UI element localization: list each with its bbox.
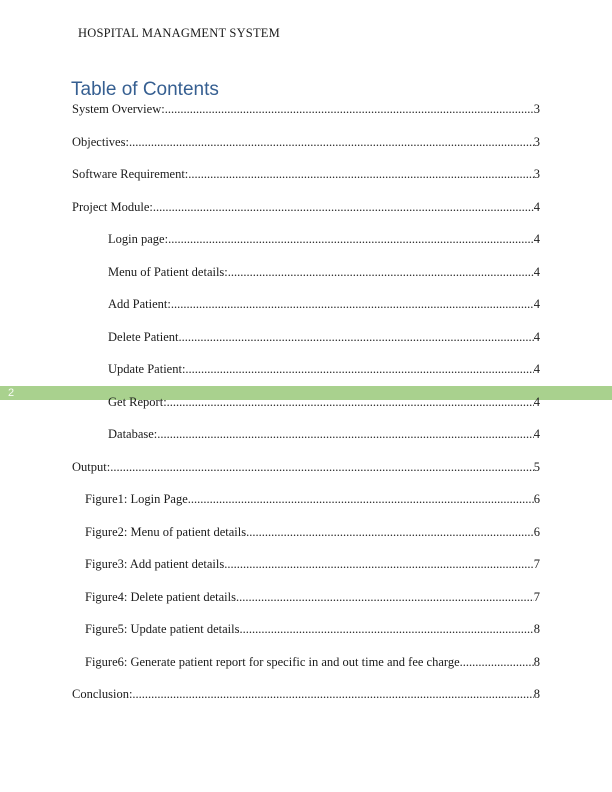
toc-entry-page-number: 3 [533,102,540,116]
dot-leader [460,654,534,670]
toc-entry-page-number: 4 [533,394,540,409]
dot-leader [185,361,533,377]
toc-entry [72,686,540,702]
toc-entry [72,101,540,117]
toc-entry-page-number: 4 [533,362,540,376]
toc-entry [108,329,540,345]
dot-leader [228,264,534,280]
toc-entry [72,199,540,215]
toc-entry-page-number: 3 [533,134,540,149]
toc-entry-page-number: 6 [533,524,540,539]
toc-entry [85,589,540,605]
toc-entry [108,361,540,377]
toc-entry-label: Software Requirement: [72,167,189,181]
toc-entry [85,491,540,507]
dot-leader [153,199,534,215]
toc-entry-page-number: 8 [533,687,540,701]
toc-entry [72,134,540,150]
toc-entry-label: Database: [108,427,158,441]
dot-leader [167,394,534,410]
toc-entry-label: Figure5: Update patient details [85,622,240,636]
dot-leader [178,329,533,345]
toc-entry-label: Figure1: Login Page [85,492,188,506]
toc-title: Table of Contents [71,79,219,100]
toc-entry-label: Figure2: Menu of patient details [85,524,247,539]
dot-leader [157,426,533,442]
dot-leader [239,621,533,637]
toc-entry [108,264,540,280]
toc-entry-label: Update Patient: [108,362,186,376]
toc-entry-label: System Overview: [72,102,165,116]
toc-entry-page-number: 4 [533,329,540,344]
toc-entry [108,231,540,247]
document-header-title: HOSPITAL MANAGMENT SYSTEM [78,26,280,40]
toc-entry [85,654,540,670]
toc-entry-label: Figure4: Delete patient details [85,589,236,604]
toc-entry-page-number: 4 [533,264,540,279]
toc-entry-page-number: 4 [533,297,540,311]
toc-entry-label: Output: [72,459,111,474]
toc-entry [108,426,540,442]
dot-leader [171,296,534,312]
toc-entry-page-number: 3 [533,167,540,181]
toc-entry [72,166,540,182]
dot-leader [236,589,534,605]
toc-entry [85,556,540,572]
toc-entry [72,459,540,475]
toc-entry-page-number: 4 [533,427,540,441]
toc-entry [108,296,540,312]
toc-entry-label: Menu of Patient details: [108,264,228,279]
toc-entry-label: Figure3: Add patient details [85,557,225,571]
dot-leader [168,231,534,247]
dot-leader [188,491,534,507]
dot-leader [129,134,534,150]
toc-entry-page-number: 4 [533,232,540,246]
page-marker-number: 2 [8,387,15,399]
toc-entry-label: Get Report: [108,394,167,409]
toc-entries [0,101,612,719]
dot-leader [246,524,534,540]
toc-entry-label: Delete Patient [108,329,179,344]
toc-entry [85,524,540,540]
dot-leader [224,556,534,572]
toc-entry-label: Conclusion: [72,687,133,701]
toc-entry-page-number: 4 [533,199,540,214]
dot-leader [165,101,534,117]
toc-entry-label: Project Module: [72,199,153,214]
toc-entry-label: Figure6: Generate patient report for specific in and out time and fee charge [85,654,460,669]
toc-entry-label: Add Patient: [108,297,171,311]
toc-entry-page-number: 7 [533,557,540,571]
dot-leader [110,459,534,475]
toc-entry-page-number: 8 [533,654,540,669]
dot-leader [132,686,533,702]
toc-entry [108,394,540,410]
toc-entry-page-number: 5 [533,459,540,474]
toc-entry-label: Login page: [108,232,169,246]
toc-entry-page-number: 7 [533,589,540,604]
dot-leader [188,166,533,182]
toc-entry-label: Objectives: [72,134,129,149]
toc-entry [85,621,540,637]
toc-entry-page-number: 8 [533,622,540,636]
toc-entry-page-number: 6 [533,492,540,506]
